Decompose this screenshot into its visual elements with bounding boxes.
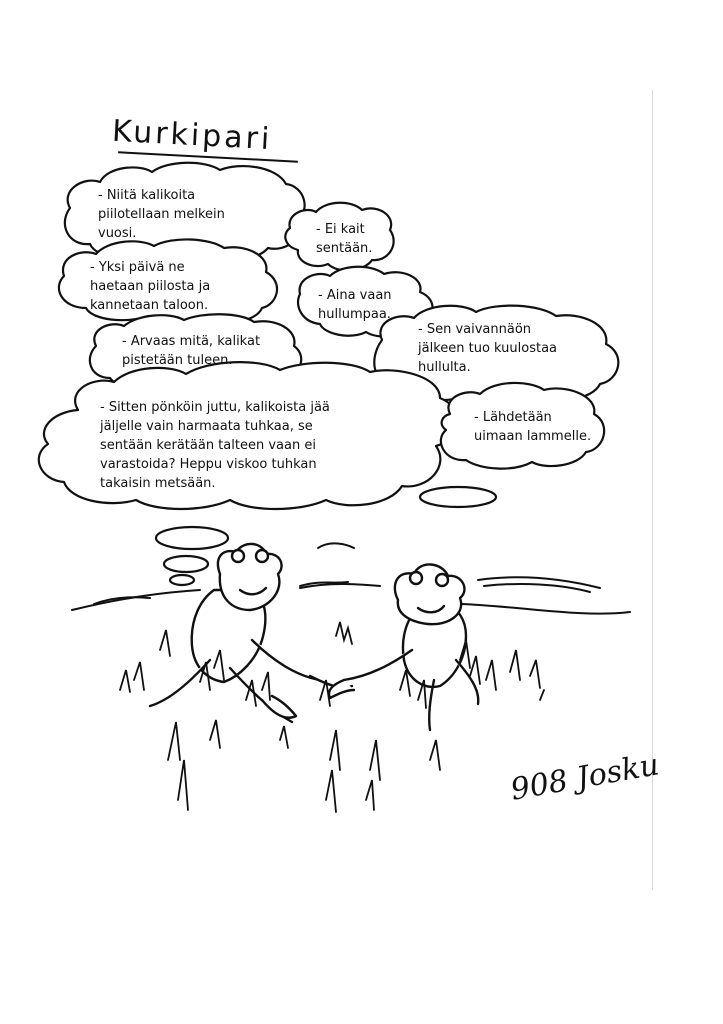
bubble-text-2: - Ei kait sentään. bbox=[316, 222, 373, 256]
bubble-text-8: - Lähdetään uimaan lammelle. bbox=[474, 410, 592, 444]
horizon-line bbox=[72, 590, 200, 610]
bubble-text-5: - Arvaas mitä, kalikat pistetään tuleen. bbox=[122, 334, 261, 368]
bubble-text-7: - Sitten pönköin juttu, kalikoista jää jäljelle vain harmaata tuhkaa, se sentään kerätään talteen vaan ei varastoida? Heppu viskoo tuhkan takaisin metsään. bbox=[100, 400, 330, 491]
thought-bubble-large bbox=[420, 487, 496, 507]
thought-bubble-small bbox=[164, 556, 208, 572]
left-frog-head bbox=[218, 544, 282, 610]
bubble-text-1: - Niitä kalikoita piilotellaan melkein vuosi. bbox=[98, 188, 225, 241]
right-frog-head bbox=[395, 564, 465, 624]
artist-signature: 908 Josku bbox=[508, 747, 662, 808]
thought-bubble-medium bbox=[156, 527, 228, 549]
bubble-text-6: - Sen vaivannäön jälkeen tuo kuulostaa hullulta. bbox=[418, 322, 558, 375]
bubble-text-4: - Aina vaan hullumpaa. bbox=[318, 288, 392, 322]
bubble-text-3: - Yksi päivä ne haetaan piilosta ja kannetaan taloon. bbox=[90, 260, 211, 313]
comic-title: Kurkipari bbox=[111, 113, 274, 158]
thought-bubble-tiny bbox=[170, 575, 194, 585]
